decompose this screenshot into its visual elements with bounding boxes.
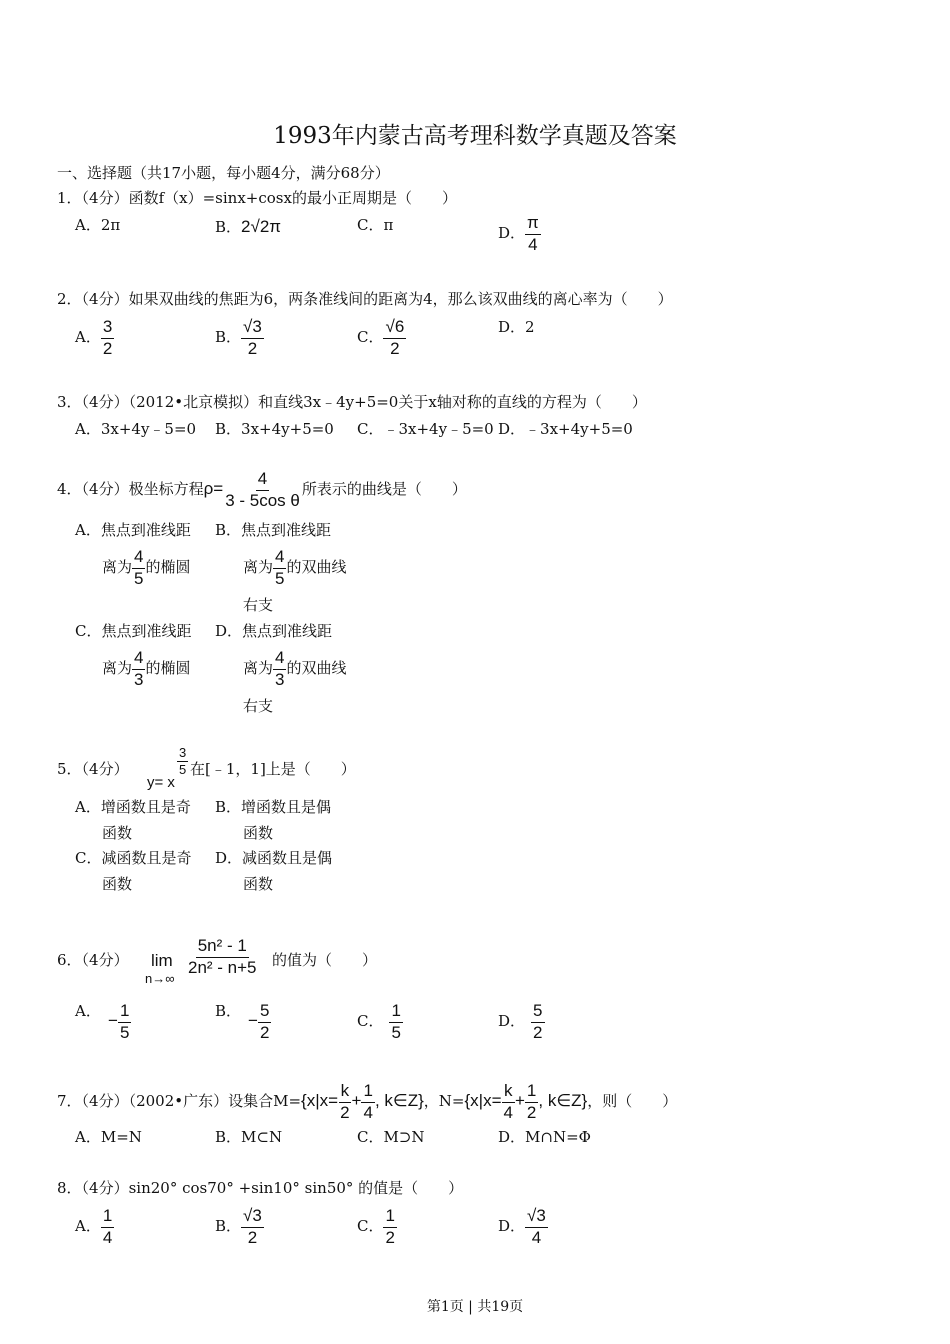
q6-fraction: $\frac{\text{5n² - 1}}{\text{2n² - n+5}}$ (188, 936, 257, 977)
question-5-stem-post: 在[﹣1，1]上是（ ） (190, 760, 356, 778)
q2-option-a: A． $\frac{3}{2}$ (75, 317, 113, 358)
q6-option-b: − $\frac{5}{2}$ (248, 1001, 270, 1042)
q5-exponent: $\frac{3}{5}$ (179, 745, 187, 778)
question-5-stem-pre: 5．（4分） (57, 760, 129, 778)
q6-option-b-letter: B． (215, 1002, 242, 1020)
q5-option-d-line1: D．减函数且是偶 (215, 849, 333, 867)
q4-option-b-line1: B．焦点到准线距 (215, 521, 332, 539)
q5-option-d-line2: 函数 (243, 875, 274, 893)
q6-lim: lim (151, 951, 173, 970)
q5-option-a-line1: A．增函数且是奇 (75, 798, 191, 816)
q3-option-b: B．3x+4y+5=0 (215, 420, 334, 438)
q5-option-c-line2: 函数 (102, 875, 133, 893)
q4-option-d-line1: D．焦点到准线距 (215, 622, 333, 640)
question-6-stem-pre: 6．（4分） (57, 951, 129, 969)
q7-option-a: A．M=N (75, 1128, 142, 1146)
q2-option-d: D．2 (498, 318, 535, 336)
question-4-stem: 4．（4分）极坐标方程ρ= $\frac{4}{\text{3 - 5cos θ}}$ 所表示的曲线是（ ） (57, 469, 467, 510)
q2-option-b: B． $\frac{√3}{2}$ (215, 317, 262, 358)
q5-option-b-line1: B．增函数且是偶 (215, 798, 332, 816)
q5-math-y-equals-x: y= x (147, 774, 175, 791)
section-heading: 一、选择题（共17小题，每小题4分，满分68分） (57, 164, 390, 182)
q8-option-d: D． $\frac{√3}{4}$ (498, 1206, 546, 1247)
q4-option-b-line2: 离为 $\frac{4}{5}$ 的双曲线 (243, 547, 347, 588)
q1-option-c: C．π (357, 216, 394, 234)
q2-option-c: C． $\frac{√6}{2}$ (357, 317, 405, 358)
q6-option-d: D． $\frac{5}{2}$ (498, 1001, 543, 1042)
q1-option-a: A．2π (75, 216, 121, 234)
q5-option-c-line1: C．减函数且是奇 (75, 849, 192, 867)
question-6-stem-post: 的值为（ ） (272, 951, 378, 969)
q3-option-d: D．﹣3x+4y+5=0 (498, 420, 633, 438)
q8-option-c: C． $\frac{1}{2}$ (357, 1206, 395, 1247)
q4-option-a-line2: 离为 $\frac{4}{5}$ 的椭圆 (102, 547, 191, 588)
q4-option-a-line1: A．焦点到准线距 (75, 521, 191, 539)
q4-option-b-line3: 右支 (243, 596, 274, 614)
q4-option-d-line2: 离为 $\frac{4}{3}$ 的双曲线 (243, 648, 347, 689)
q8-option-b: B． $\frac{√3}{2}$ (215, 1206, 262, 1247)
q6-option-a: − $\frac{1}{5}$ (108, 1001, 130, 1042)
q7-option-d: D．M∩N=Φ (498, 1128, 591, 1146)
q5-option-a-line2: 函数 (102, 824, 133, 842)
question-2-stem: 2．（4分）如果双曲线的焦距为6，两条准线间的距离为4，那么该双曲线的离心率为（ ） (57, 290, 673, 308)
question-3-stem: 3．（4分）（2012•北京模拟）和直线3x﹣4y+5=0关于x轴对称的直线的方程为（ ） (57, 393, 647, 411)
q1-option-d: D． $\frac{\pi}{4}$ (498, 213, 539, 254)
q6-option-a-letter: A． (75, 1002, 101, 1020)
question-1-stem: 1．（4分）函数f（x）=sinx+cosx的最小正周期是（ ） (57, 189, 457, 207)
q1-option-b: B．2√2π (215, 217, 281, 236)
question-7-stem: 7．（4分）（2002•广东）设集合M={x|x= $\frac{k}{2}$ + $\frac{1}{4}$ , k∈Z}，N={x|x= $\frac{k}{4}$ + $\frac{1}{2}$ , k∈Z}，则（ ） (57, 1081, 678, 1122)
q6-option-c: C． $\frac{1}{5}$ (357, 1001, 401, 1042)
q3-option-a: A．3x+4y﹣5=0 (75, 420, 197, 438)
q4-option-c-line1: C．焦点到准线距 (75, 622, 192, 640)
q8-option-a: A． $\frac{1}{4}$ (75, 1206, 113, 1247)
question-8-stem: 8．（4分）sin20° cos70° +sin10° sin50° 的值是（ ） (57, 1179, 464, 1197)
q7-option-c: C．M⊃N (357, 1128, 425, 1146)
q7-option-b: B．M⊂N (215, 1128, 283, 1146)
page-title: 1993年内蒙古高考理科数学真题及答案 (273, 123, 677, 149)
q4-option-c-line2: 离为 $\frac{4}{3}$ 的椭圆 (102, 648, 191, 689)
q4-option-d-line3: 右支 (243, 697, 274, 715)
q3-option-c: C．﹣3x+4y﹣5=0 (357, 420, 494, 438)
q6-lim-subscript: n→∞ (145, 971, 175, 986)
q5-option-b-line2: 函数 (243, 824, 274, 842)
page-footer: 第1页 | 共19页 (426, 1299, 524, 1315)
